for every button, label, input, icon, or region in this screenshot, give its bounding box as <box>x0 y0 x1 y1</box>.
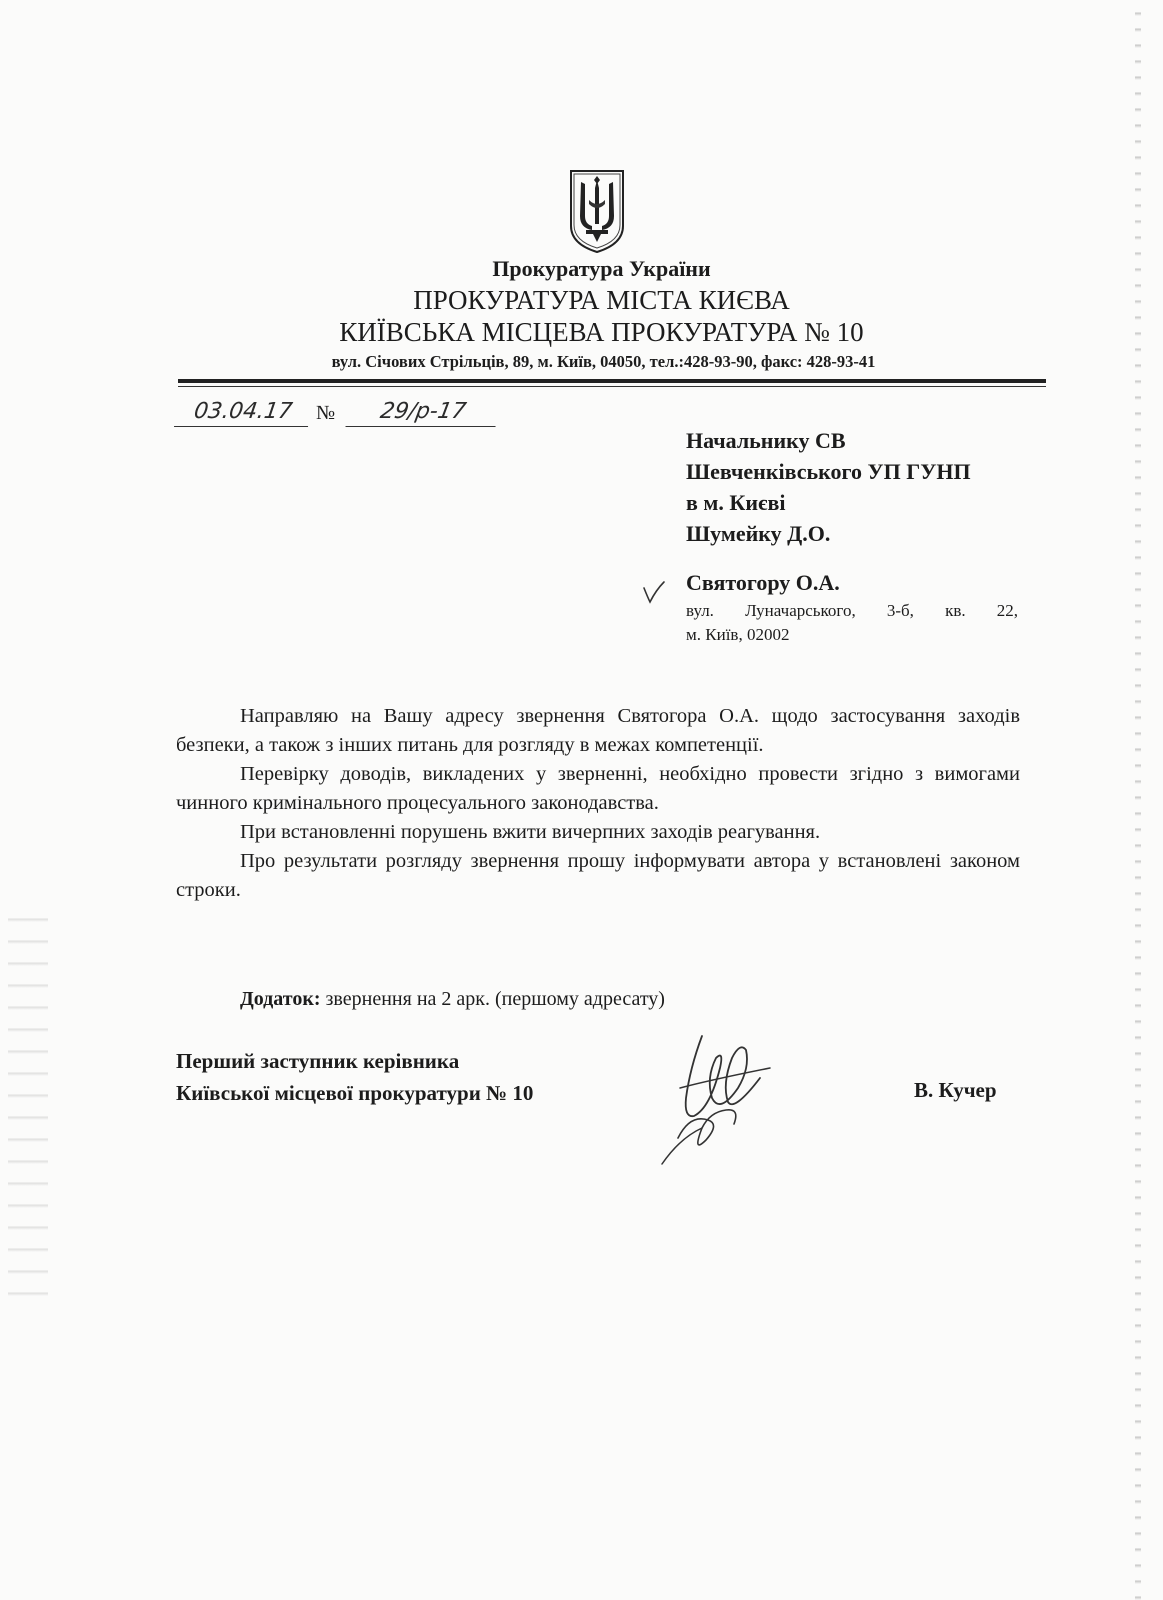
letterhead-agency: Прокуратура України <box>492 256 711 281</box>
tryzub-emblem-icon <box>568 168 626 254</box>
body-paragraph-4: Про результати розгляду звернення прошу інформувати автора у встановлені законом строки. <box>176 850 1020 901</box>
body-paragraph-2: Перевірку доводів, викладених у зверненні, необхідно провести згідно з вимогами чинного кримінального процесуального законодавства. <box>176 763 1020 814</box>
body-paragraph-3: При встановленні порушень вжити вичерпних заходів реагування. <box>240 821 821 843</box>
letterhead-local-prosecutor: КИЇВСЬКА МІСЦЕВА ПРОКУРАТУРА № 10 <box>339 317 864 347</box>
recipient-line-4: Шумейку Д.О. <box>686 521 831 546</box>
signatory-name: В. Кучер <box>914 1078 997 1102</box>
letterhead-rule-thick <box>178 379 1046 383</box>
handwritten-check-icon <box>640 578 668 606</box>
registration-line <box>176 398 506 434</box>
letterhead-rule-thin <box>178 386 1046 387</box>
attachment-note <box>240 988 665 1011</box>
signatory-position-line-2: Київської місцевої прокуратури № 10 <box>176 1081 534 1105</box>
scan-edge-artifact-left <box>8 900 48 1300</box>
scan-edge-artifact <box>1135 0 1141 1600</box>
handwritten-signature <box>650 1028 780 1168</box>
registration-number-label: № <box>316 402 336 424</box>
letter-body <box>176 702 1020 905</box>
copy-recipient-name: Святогору О.А. <box>686 570 840 595</box>
letterhead-address: вул. Січових Стрільців, 89, м. Київ, 04050, тел.:428-93-90, факс: 428-93-41 <box>331 352 876 371</box>
recipient-line-3: в м. Києві <box>686 490 786 515</box>
attachment-text: звернення на 2 арк. (першому адресату) <box>320 988 665 1010</box>
signatory-position <box>176 1045 533 1109</box>
body-paragraph-1: Направляю на Вашу адресу звернення Святогора О.А. щодо застосування заходів безпеки, а також з інших питань для розгляду в межах компетенції. <box>176 705 1020 756</box>
recipient-line-2: Шевченківського УП ГУНП <box>686 459 971 484</box>
letterhead-city-prosecutor: ПРОКУРАТУРА МІСТА КИЄВА <box>413 285 790 315</box>
copy-recipient-city: м. Київ, 02002 <box>686 625 790 644</box>
recipient-line-1: Начальнику СВ <box>686 428 846 453</box>
registration-number: 29/р-17 <box>345 398 500 427</box>
registration-date: 03.04.17 <box>174 398 312 427</box>
copy-recipient-street: вул. Луначарського, 3-б, кв. 22, <box>686 601 1018 620</box>
attachment-label: Додаток: <box>240 988 321 1010</box>
signatory-position-line-1: Перший заступник керівника <box>176 1049 460 1073</box>
